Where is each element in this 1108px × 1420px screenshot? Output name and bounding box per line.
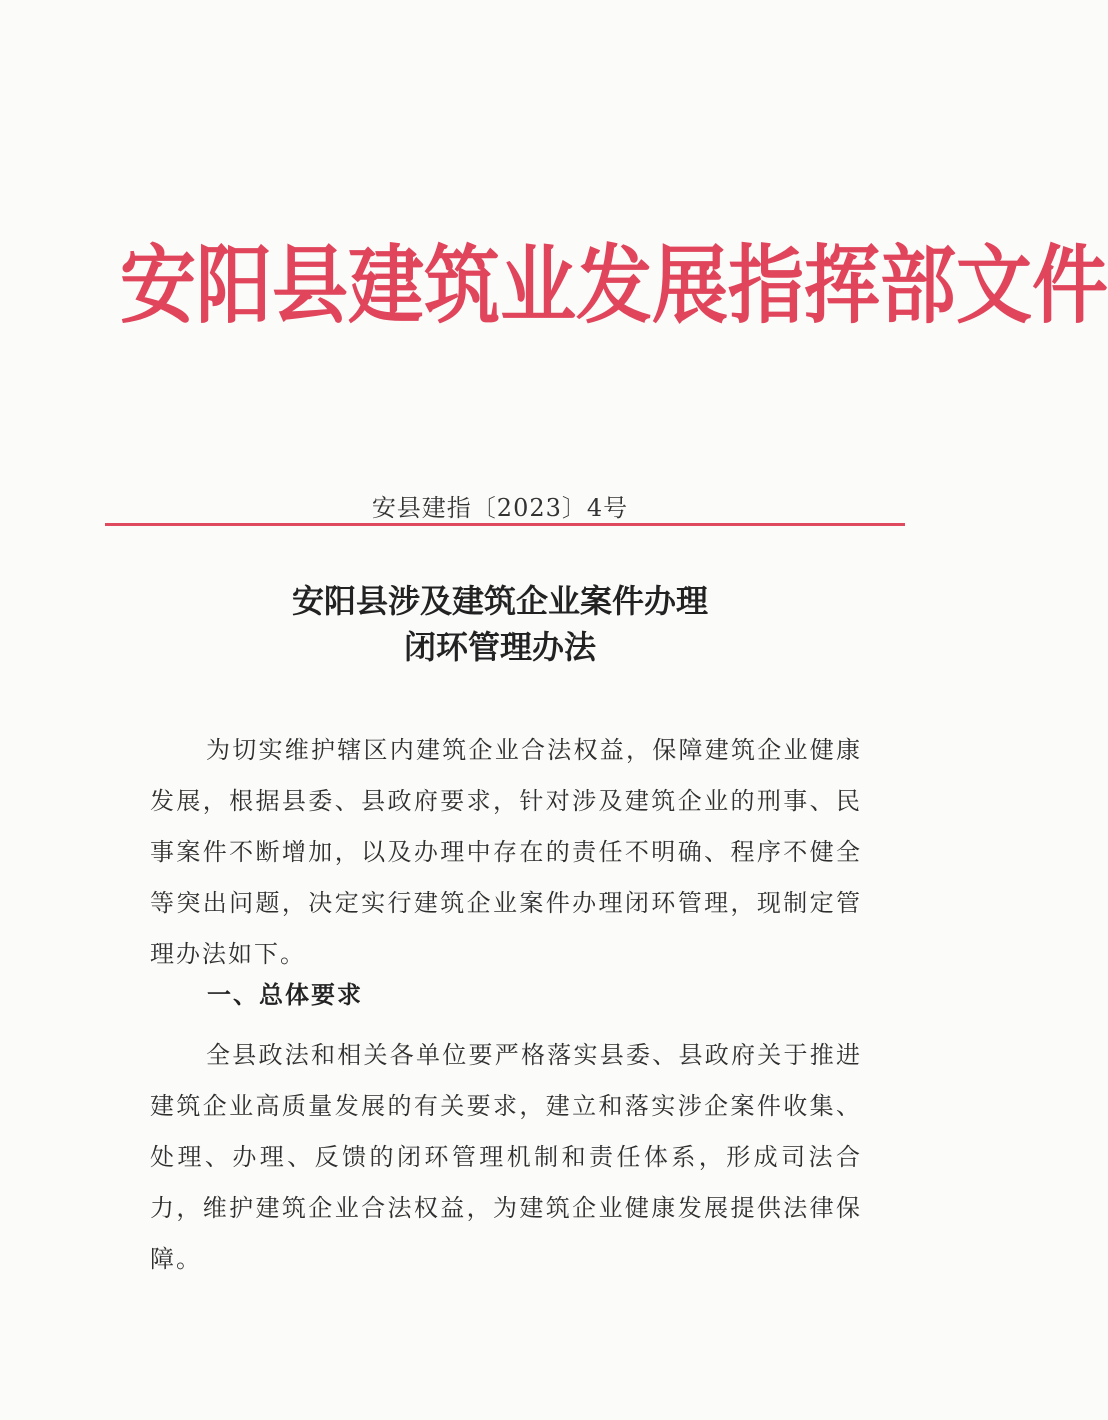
document-title — [0, 578, 1000, 670]
section-paragraph: 全县政法和相关各单位要严格落实县委、县政府关于推进建筑企业高质量发展的有关要求，建立和落实涉企案件收集、处理、办理、反馈的闭环管理机制和责任体系，形成司法合力，维护建筑企业合法权益，为建筑企业健康发展提供法律保障。 — [150, 1041, 862, 1273]
title-line-1: 安阳县涉及建筑企业案件办理 — [291, 582, 708, 620]
intro-paragraph: 为切实维护辖区内建筑企业合法权益，保障建筑企业健康发展，根据县委、县政府要求，针对涉及建筑企业的刑事、民事案件不断增加，以及办理中存在的责任不明确、程序不健全等突出问题，决定实行建筑企业案件办理闭环管理，现制定管理办法如下。 — [150, 736, 862, 968]
section-heading: 一、总体要求 — [207, 981, 363, 1009]
issuer-banner: 安阳县建筑业发展指挥部文件 — [120, 235, 1108, 336]
title-line-2: 闭环管理办法 — [403, 628, 596, 666]
document-number: 安县建指〔2023〕4号 — [371, 494, 629, 522]
red-divider — [105, 523, 905, 526]
